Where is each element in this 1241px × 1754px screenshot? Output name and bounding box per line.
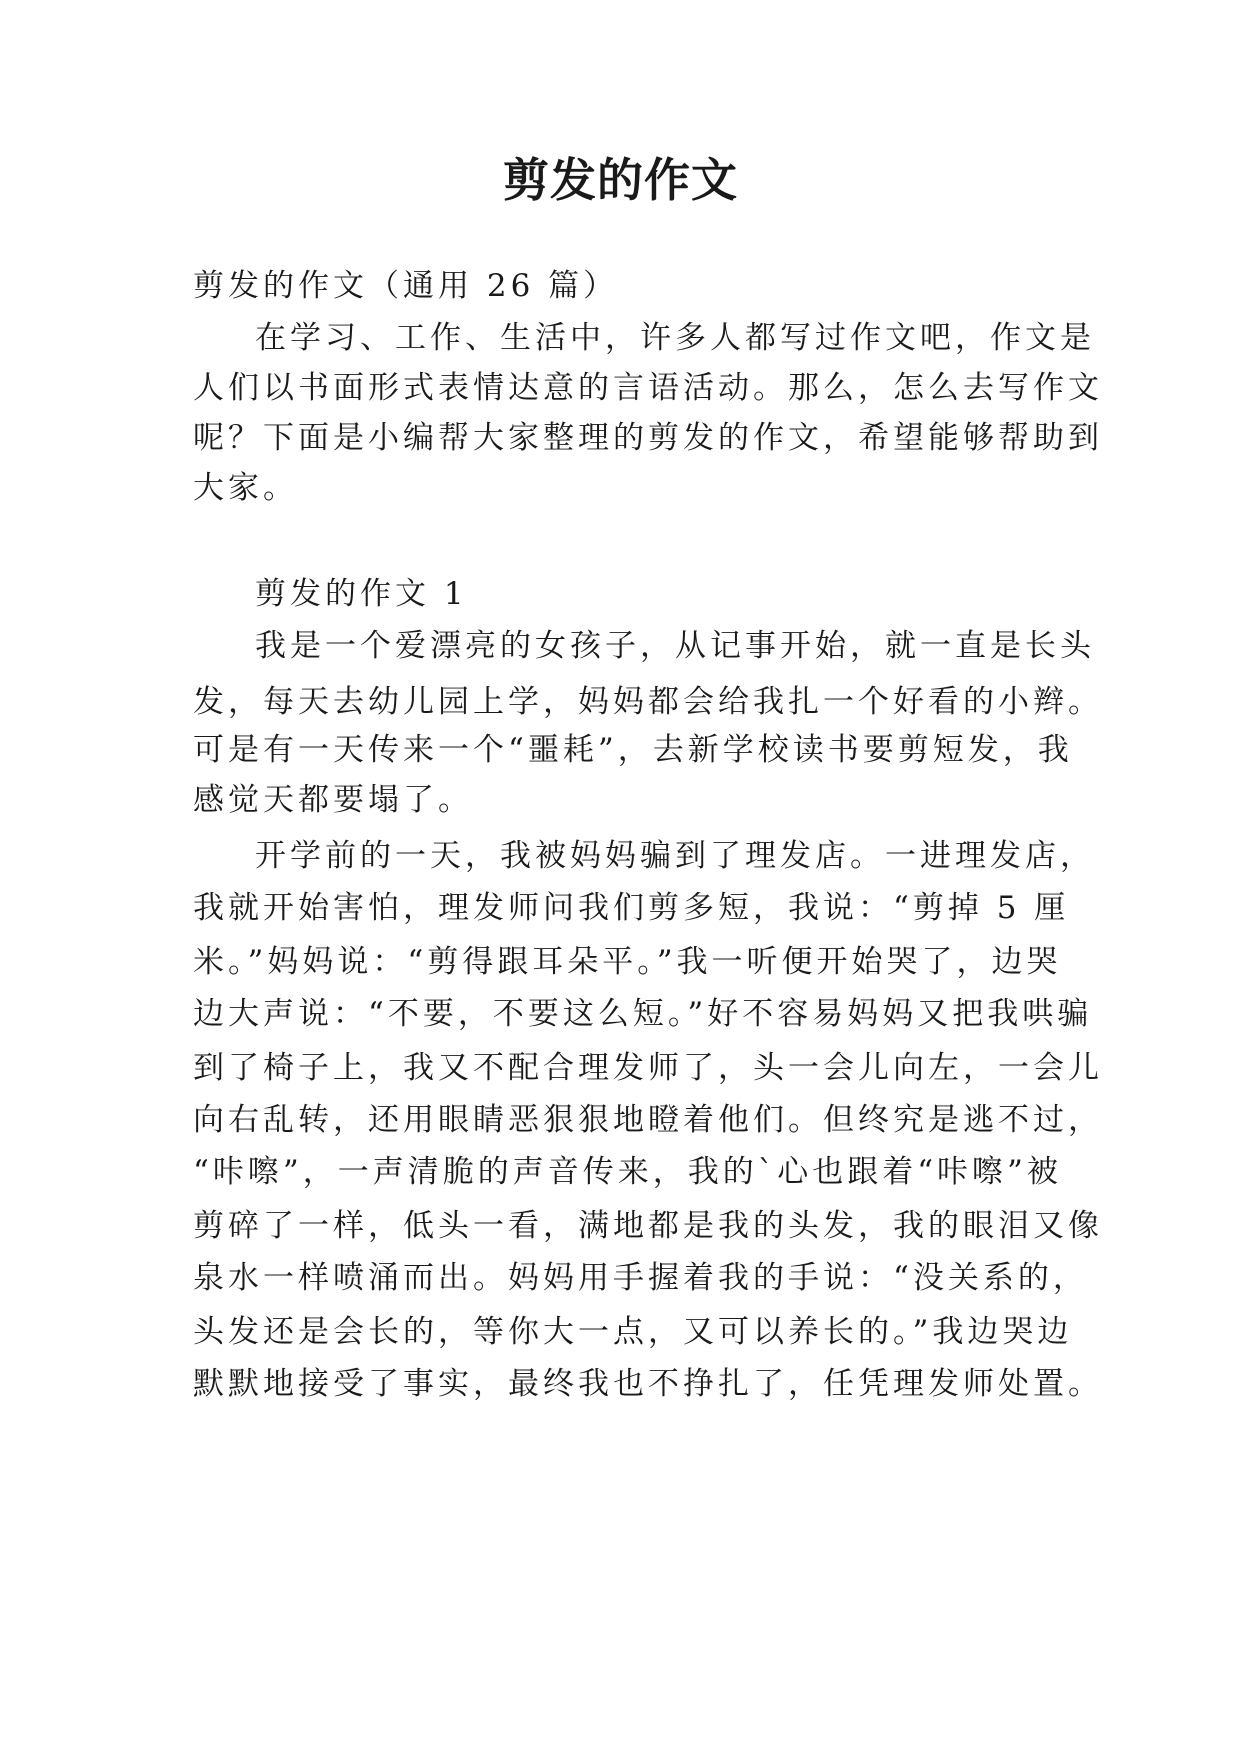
body-line: 泉水一样喷涌而出。妈妈用手握着我的手说：“没关系的， — [193, 1260, 1088, 1296]
body-line: 到了椅子上，我又不配合理发师了，头一会儿向左，一会儿 — [193, 1050, 1103, 1086]
intro-line: 人们以书面形式表情达意的言语活动。那么，怎么去写作文 — [193, 370, 1103, 406]
body-line: 开学前的一天，我被妈妈骗到了理发店。一进理发店， — [255, 838, 1095, 874]
body-line: 感觉天都要塌了。 — [193, 782, 473, 818]
body-line: 边大声说：“不要，不要这么短。”好不容易妈妈又把我哄骗 — [193, 996, 1093, 1032]
document-title: 剪发的作文 — [503, 153, 738, 207]
intro-line: 呢？下面是小编帮大家整理的剪发的作文，希望能够帮助到 — [193, 420, 1103, 456]
document-subtitle: 剪发的作文（通用 26 篇） — [193, 268, 619, 304]
body-line: 默默地接受了事实，最终我也不挣扎了，任凭理发师处置。 — [193, 1366, 1103, 1402]
intro-line: 大家。 — [193, 470, 298, 506]
body-line: 发，每天去幼儿园上学，妈妈都会给我扎一个好看的小辫。 — [193, 684, 1103, 720]
body-line: “咔嚓”，一声清脆的声音传来，我的`心也跟着“咔嚓”被 — [193, 1154, 1062, 1190]
body-line: 可是有一天传来一个“噩耗”，去新学校读书要剪短发，我 — [193, 732, 1073, 768]
section-heading: 剪发的作文 1 — [255, 576, 468, 612]
body-line: 米。”妈妈说：“剪得跟耳朵平。”我一听便开始哭了，边哭 — [193, 944, 1062, 980]
body-line: 我是一个爱漂亮的女孩子，从记事开始，就一直是长头 — [255, 628, 1095, 664]
intro-line: 在学习、工作、生活中，许多人都写过作文吧，作文是 — [255, 320, 1095, 356]
body-line: 我就开始害怕，理发师问我们剪多短，我说：“剪掉 5 厘 — [193, 890, 1070, 926]
body-line: 剪碎了一样，低头一看，满地都是我的头发，我的眼泪又像 — [193, 1208, 1103, 1244]
body-line: 头发还是会长的，等你大一点，又可以养长的。”我边哭边 — [193, 1314, 1073, 1350]
body-line: 向右乱转，还用眼睛恶狠狠地瞪着他们。但终究是逃不过， — [193, 1102, 1103, 1138]
